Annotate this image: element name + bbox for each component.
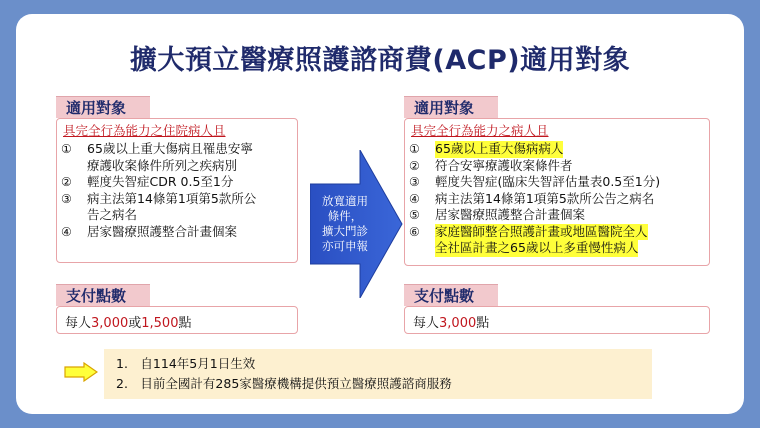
page-title: 擴大預立醫療照護諮商費(ACP)適用對象 xyxy=(129,45,631,76)
left-lead: 具完全行為能力之住院病人且 xyxy=(63,123,226,138)
right-lead: 具完全行為能力之病人且 xyxy=(411,123,549,138)
item-text: 療護收案條件所列之疾病別 xyxy=(87,157,238,173)
left-pay-label: 支付點數 xyxy=(56,284,150,306)
list-item xyxy=(57,158,297,175)
item-text: 65歲以上重大傷病病人 xyxy=(435,141,564,156)
right-criteria-box xyxy=(404,118,710,266)
list-item xyxy=(57,207,297,224)
item-text: 告之病名 xyxy=(87,207,138,222)
list-item xyxy=(405,224,709,241)
item-text: 居家醫療照護整合計畫個案 xyxy=(435,207,586,222)
left-criteria-box xyxy=(56,118,298,263)
list-item xyxy=(57,191,297,208)
item-number: ① xyxy=(61,142,72,156)
item-text: 全社區計畫之65歲以上多重慢性病人 xyxy=(435,240,639,255)
list-item xyxy=(405,141,709,158)
list-item xyxy=(405,207,709,224)
item-number: ④ xyxy=(409,191,420,206)
arrow-caption-line: 條件， xyxy=(327,209,363,223)
left-pay-box xyxy=(56,306,298,334)
pay-prefix: 每人 xyxy=(65,316,92,331)
item-number: ⑤ xyxy=(409,208,420,222)
item-text: 家庭醫師整合照護計畫或地區醫院全人 xyxy=(435,223,648,239)
list-item xyxy=(57,141,297,158)
right-arrow-icon xyxy=(64,362,98,382)
pay-suffix: 點 xyxy=(178,316,192,331)
item-text: 輕度失智症CDR 0.5至1分 xyxy=(87,174,234,189)
pay-amount: 1,500 xyxy=(141,316,179,331)
list-item xyxy=(57,224,297,241)
list-item xyxy=(405,191,709,208)
right-pay-box xyxy=(404,306,710,334)
pay-amount: 3,000 xyxy=(91,316,129,331)
note-line: 2. 目前全國計有285家醫療機構提供預立醫療照護諮商服務 xyxy=(116,376,452,391)
arrow-caption-line: 擴大門診 xyxy=(322,224,368,238)
pay-amount: 3,000 xyxy=(439,316,477,331)
right-target-label: 適用對象 xyxy=(404,96,498,118)
item-text: 居家醫療照護整合計畫個案 xyxy=(87,223,238,239)
pay-prefix: 每人 xyxy=(413,316,440,331)
list-item xyxy=(405,240,709,257)
item-text: 65歲以上重大傷病且罹患安寧 xyxy=(87,141,253,156)
note-line: 1. 自114年5月1日生效 xyxy=(116,356,256,371)
notes-box xyxy=(104,349,652,399)
list-item xyxy=(405,174,709,191)
arrow-caption-line: 放寬適用 xyxy=(322,194,368,208)
item-text: 輕度失智症(臨床失智評估量表0.5至1分) xyxy=(435,174,661,189)
right-pay-label: 支付點數 xyxy=(404,284,498,306)
item-text: 病主法第14條第1項第5款所公告之病名 xyxy=(435,190,655,206)
pay-or: 或 xyxy=(128,316,142,331)
item-number: ③ xyxy=(409,175,420,189)
item-number: ② xyxy=(61,175,72,189)
item-number xyxy=(405,240,435,257)
left-target-label: 適用對象 xyxy=(56,96,150,118)
item-number: ① xyxy=(409,142,420,156)
item-text: 符合安寧療護收案條件者 xyxy=(435,157,573,173)
item-number: ④ xyxy=(61,224,72,239)
item-text: 病主法第14條第1項第5款所公 xyxy=(87,190,257,206)
list-item xyxy=(57,174,297,191)
list-item xyxy=(405,158,709,175)
arrow-caption-line: 亦可申報 xyxy=(322,239,368,253)
item-number: ② xyxy=(409,158,420,173)
arrow-caption xyxy=(316,194,374,254)
item-number: ③ xyxy=(61,191,72,206)
item-number: ⑥ xyxy=(409,224,420,239)
pay-suffix: 點 xyxy=(476,316,490,331)
